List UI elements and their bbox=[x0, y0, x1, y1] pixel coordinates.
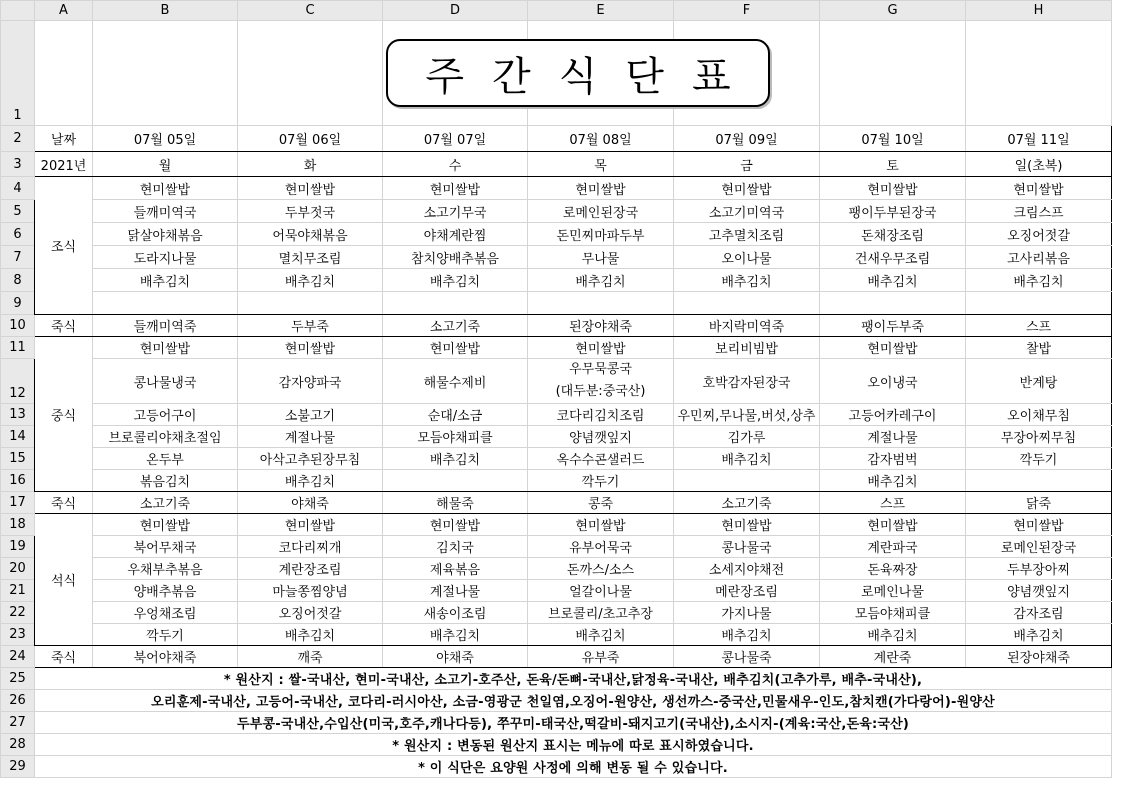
lunch-cell-r13-c1[interactable]: 소불고기 bbox=[238, 404, 383, 426]
porridge-am-cell-6[interactable]: 스프 bbox=[966, 315, 1112, 337]
row-6 bbox=[1, 223, 1112, 246]
dinner-cell-r22-c4[interactable]: 가지나물 bbox=[674, 602, 820, 624]
breakfast-cell-r8-c5[interactable]: 배추김치 bbox=[820, 269, 966, 292]
lunch-cell-r16-c0[interactable]: 볶음김치 bbox=[93, 470, 238, 492]
dinner-cell-r20-c1[interactable]: 계란장조림 bbox=[238, 558, 383, 580]
porridge-am-cell-3[interactable]: 된장야채죽 bbox=[528, 315, 674, 337]
lunch-cell-r12-c5[interactable]: 오이냉국 bbox=[820, 359, 966, 404]
lunch-cell-r14-c0[interactable]: 브로콜리야채초절임 bbox=[93, 426, 238, 448]
dinner-cell-r21-c3[interactable]: 얼갈이나물 bbox=[528, 580, 674, 602]
date-cell-3[interactable]: 07월 08일 bbox=[528, 126, 674, 152]
breakfast-cell-r7-c6[interactable]: 고사리볶음 bbox=[966, 246, 1112, 269]
porridge-noon-cell-6[interactable]: 닭죽 bbox=[966, 492, 1112, 514]
breakfast-cell-r9-c4[interactable] bbox=[674, 292, 820, 315]
row-9 bbox=[1, 292, 1112, 315]
dinner-cell-r18-c2[interactable]: 현미쌀밥 bbox=[383, 514, 528, 536]
dinner-cell-r18-c5[interactable]: 현미쌀밥 bbox=[820, 514, 966, 536]
lunch-cell-r15-c5[interactable]: 감자범벅 bbox=[820, 448, 966, 470]
porridge-pm-cell-5[interactable]: 계란죽 bbox=[820, 646, 966, 668]
column-header-B[interactable]: B bbox=[93, 1, 238, 21]
section-label-dinner[interactable]: 석식 bbox=[35, 514, 93, 646]
breakfast-cell-r7-c3[interactable]: 무나물 bbox=[528, 246, 674, 269]
dinner-cell-r20-c5[interactable]: 돈육짜장 bbox=[820, 558, 966, 580]
row-header-14[interactable]: 14 bbox=[1, 426, 35, 448]
lunch-cell-r16-c3[interactable]: 깍두기 bbox=[528, 470, 674, 492]
row-header-17[interactable]: 17 bbox=[1, 492, 35, 514]
lunch-cell-r13-c3[interactable]: 코다리김치조림 bbox=[528, 404, 674, 426]
dinner-cell-r20-c4[interactable]: 소세지야채전 bbox=[674, 558, 820, 580]
row-header-15[interactable]: 15 bbox=[1, 448, 35, 470]
lunch-cell-r11-c2[interactable]: 현미쌀밥 bbox=[383, 337, 528, 359]
porridge-noon-cell-0[interactable]: 소고기죽 bbox=[93, 492, 238, 514]
porridge-noon-cell-5[interactable]: 스프 bbox=[820, 492, 966, 514]
breakfast-cell-r8-c4[interactable]: 배추김치 bbox=[674, 269, 820, 292]
lunch-soup-origin-note: (대두분:중국산) bbox=[555, 384, 646, 399]
breakfast-cell-r5-c5[interactable]: 팽이두부된장국 bbox=[820, 200, 966, 223]
row-header-9[interactable]: 9 bbox=[1, 292, 35, 315]
dinner-cell-r23-c5[interactable]: 배추김치 bbox=[820, 624, 966, 646]
lunch-cell-r11-c3[interactable]: 현미쌀밥 bbox=[528, 337, 674, 359]
column-header-G[interactable]: G bbox=[820, 1, 966, 21]
porridge-pm-cell-2[interactable]: 야채죽 bbox=[383, 646, 528, 668]
date-cell-6[interactable]: 07월 11일 bbox=[966, 126, 1112, 152]
lunch-cell-r11-c0[interactable]: 현미쌀밥 bbox=[93, 337, 238, 359]
dinner-cell-r22-c6[interactable]: 감자조림 bbox=[966, 602, 1112, 624]
cell-G1[interactable] bbox=[820, 21, 966, 126]
breakfast-cell-r8-c3[interactable]: 배추김치 bbox=[528, 269, 674, 292]
lunch-cell-r12-c4[interactable]: 호박감자된장국 bbox=[674, 359, 820, 404]
dinner-cell-r21-c0[interactable]: 양배추볶음 bbox=[93, 580, 238, 602]
select-all-corner[interactable] bbox=[1, 1, 35, 21]
day-cell-2[interactable]: 수 bbox=[383, 152, 528, 177]
dinner-cell-r22-c5[interactable]: 모듬야채피클 bbox=[820, 602, 966, 624]
row-29 bbox=[1, 756, 1112, 778]
lunch-cell-r13-c4[interactable]: 우민찌,무나물,버섯,상추 bbox=[674, 404, 820, 426]
date-cell-0[interactable]: 07월 05일 bbox=[93, 126, 238, 152]
breakfast-cell-r5-c3[interactable]: 로메인된장국 bbox=[528, 200, 674, 223]
porridge-pm-cell-4[interactable]: 콩나물죽 bbox=[674, 646, 820, 668]
dinner-cell-r21-c6[interactable]: 양념깻잎지 bbox=[966, 580, 1112, 602]
porridge-noon-cell-4[interactable]: 소고기죽 bbox=[674, 492, 820, 514]
day-cell-3[interactable]: 목 bbox=[528, 152, 674, 177]
row-header-6[interactable]: 6 bbox=[1, 223, 35, 246]
breakfast-cell-r8-c6[interactable]: 배추김치 bbox=[966, 269, 1112, 292]
date-cell-4[interactable]: 07월 09일 bbox=[674, 126, 820, 152]
column-header-D[interactable]: D bbox=[383, 1, 528, 21]
row-5 bbox=[1, 200, 1112, 223]
row-26 bbox=[1, 690, 1112, 712]
dinner-cell-r19-c0[interactable]: 북어무채국 bbox=[93, 536, 238, 558]
column-header-A[interactable]: A bbox=[35, 1, 93, 21]
breakfast-cell-r7-c4[interactable]: 오이나물 bbox=[674, 246, 820, 269]
breakfast-cell-r8-c0[interactable]: 배추김치 bbox=[93, 269, 238, 292]
dinner-cell-r18-c1[interactable]: 현미쌀밥 bbox=[238, 514, 383, 536]
date-label-cell[interactable]: 날짜 bbox=[35, 126, 93, 152]
lunch-cell-r15-c0[interactable]: 온두부 bbox=[93, 448, 238, 470]
lunch-cell-r16-c4[interactable] bbox=[674, 470, 820, 492]
row-header-19[interactable]: 19 bbox=[1, 536, 35, 558]
porridge-pm-cell-1[interactable]: 깨죽 bbox=[238, 646, 383, 668]
row-4 bbox=[1, 177, 1112, 200]
day-cell-1[interactable]: 화 bbox=[238, 152, 383, 177]
row-17 bbox=[1, 492, 1112, 514]
row-8 bbox=[1, 269, 1112, 292]
breakfast-cell-r8-c2[interactable]: 배추김치 bbox=[383, 269, 528, 292]
breakfast-cell-r6-c3[interactable]: 돈민찌마파두부 bbox=[528, 223, 674, 246]
breakfast-cell-r7-c2[interactable]: 참치양배추볶음 bbox=[383, 246, 528, 269]
porridge-noon-cell-3[interactable]: 콩죽 bbox=[528, 492, 674, 514]
row-12 bbox=[1, 359, 1112, 404]
row-header-20[interactable]: 20 bbox=[1, 558, 35, 580]
dinner-cell-r18-c3[interactable]: 현미쌀밥 bbox=[528, 514, 674, 536]
lunch-cell-r12-c2[interactable]: 해물수제비 bbox=[383, 359, 528, 404]
breakfast-cell-r7-c1[interactable]: 멸치무조림 bbox=[238, 246, 383, 269]
row-21 bbox=[1, 580, 1112, 602]
breakfast-cell-r5-c4[interactable]: 소고기미역국 bbox=[674, 200, 820, 223]
section-label-porridge-noon[interactable]: 죽식 bbox=[35, 492, 93, 514]
dinner-cell-r22-c0[interactable]: 우엉채조림 bbox=[93, 602, 238, 624]
dinner-cell-r19-c4[interactable]: 콩나물국 bbox=[674, 536, 820, 558]
dinner-cell-r18-c6[interactable]: 현미쌀밥 bbox=[966, 514, 1112, 536]
row-14 bbox=[1, 426, 1112, 448]
row-23 bbox=[1, 624, 1112, 646]
row-header-8[interactable]: 8 bbox=[1, 269, 35, 292]
row-header-3[interactable]: 3 bbox=[1, 152, 35, 177]
lunch-cell-r12-c6[interactable]: 반계탕 bbox=[966, 359, 1112, 404]
dinner-cell-r19-c2[interactable]: 김치국 bbox=[383, 536, 528, 558]
row-header-24[interactable]: 24 bbox=[1, 646, 35, 668]
row-2 bbox=[1, 126, 1112, 152]
note-line-4[interactable]: * 이 식단은 요양원 사정에 의해 변동 될 수 있습니다. bbox=[35, 756, 1112, 778]
dinner-cell-r22-c1[interactable]: 오징어젓갈 bbox=[238, 602, 383, 624]
breakfast-cell-r8-c1[interactable]: 배추김치 bbox=[238, 269, 383, 292]
row-header-16[interactable]: 16 bbox=[1, 470, 35, 492]
lunch-cell-r13-c0[interactable]: 고등어구이 bbox=[93, 404, 238, 426]
breakfast-cell-r9-c0[interactable] bbox=[93, 292, 238, 315]
cell-A1[interactable] bbox=[35, 21, 93, 126]
lunch-cell-r13-c2[interactable]: 순대/소금 bbox=[383, 404, 528, 426]
breakfast-cell-r5-c0[interactable]: 들깨미역국 bbox=[93, 200, 238, 223]
year-label-cell[interactable]: 2021년 bbox=[35, 152, 93, 177]
section-label-lunch[interactable]: 중식 bbox=[35, 337, 93, 492]
dinner-cell-r21-c4[interactable]: 메란장조림 bbox=[674, 580, 820, 602]
lunch-cell-r14-c3[interactable]: 양념깻잎지 bbox=[528, 426, 674, 448]
dinner-cell-r20-c3[interactable]: 돈까스/소스 bbox=[528, 558, 674, 580]
date-cell-1[interactable]: 07월 06일 bbox=[238, 126, 383, 152]
breakfast-cell-r4-c5[interactable]: 현미쌀밥 bbox=[820, 177, 966, 200]
row-header-13[interactable]: 13 bbox=[1, 404, 35, 426]
column-header-F[interactable]: F bbox=[674, 1, 820, 21]
breakfast-cell-r4-c0[interactable]: 현미쌀밥 bbox=[93, 177, 238, 200]
row-header-25[interactable]: 25 bbox=[1, 668, 35, 690]
dinner-cell-r23-c4[interactable]: 배추김치 bbox=[674, 624, 820, 646]
row-header-2[interactable]: 2 bbox=[1, 126, 35, 152]
row-header-27[interactable]: 27 bbox=[1, 712, 35, 734]
day-cell-4[interactable]: 금 bbox=[674, 152, 820, 177]
porridge-noon-cell-1[interactable]: 야채죽 bbox=[238, 492, 383, 514]
lunch-cell-r11-c5[interactable]: 현미쌀밥 bbox=[820, 337, 966, 359]
porridge-noon-cell-2[interactable]: 해물죽 bbox=[383, 492, 528, 514]
porridge-am-cell-4[interactable]: 바지락미역죽 bbox=[674, 315, 820, 337]
porridge-pm-cell-3[interactable]: 유부죽 bbox=[528, 646, 674, 668]
row-10 bbox=[1, 315, 1112, 337]
porridge-pm-cell-6[interactable]: 된장야채죽 bbox=[966, 646, 1112, 668]
row-header-7[interactable]: 7 bbox=[1, 246, 35, 269]
dinner-cell-r22-c3[interactable]: 브로콜리/초고추장 bbox=[528, 602, 674, 624]
dinner-cell-r23-c6[interactable]: 배추김치 bbox=[966, 624, 1112, 646]
note-line-2[interactable]: 두부콩-국내산,수입산(미국,호주,캐나다등), 쭈꾸미-태국산,떡갈비-돼지고기(국내산),소시지-(계육:국산,돈육:국산) bbox=[35, 712, 1112, 734]
breakfast-cell-r4-c6[interactable]: 현미쌀밥 bbox=[966, 177, 1112, 200]
breakfast-cell-r6-c6[interactable]: 오징어젓갈 bbox=[966, 223, 1112, 246]
title-box bbox=[386, 39, 770, 107]
dinner-cell-r23-c0[interactable]: 깍두기 bbox=[93, 624, 238, 646]
row-header-28[interactable]: 28 bbox=[1, 734, 35, 756]
date-cell-5[interactable]: 07월 10일 bbox=[820, 126, 966, 152]
row-header-4[interactable]: 4 bbox=[1, 177, 35, 200]
breakfast-cell-r6-c1[interactable]: 어묵야채볶음 bbox=[238, 223, 383, 246]
lunch-cell-r16-c6[interactable] bbox=[966, 470, 1112, 492]
section-label-breakfast[interactable]: 조식 bbox=[35, 177, 93, 315]
lunch-cell-r15-c2[interactable]: 배추김치 bbox=[383, 448, 528, 470]
breakfast-cell-r4-c3[interactable]: 현미쌀밥 bbox=[528, 177, 674, 200]
dinner-cell-r23-c2[interactable]: 배추김치 bbox=[383, 624, 528, 646]
column-header-C[interactable]: C bbox=[238, 1, 383, 21]
row-header-12[interactable]: 12 bbox=[1, 359, 35, 404]
lunch-cell-r16-c5[interactable]: 배추김치 bbox=[820, 470, 966, 492]
lunch-cell-r15-c1[interactable]: 아삭고추된장무침 bbox=[238, 448, 383, 470]
dinner-cell-r23-c3[interactable]: 배추김치 bbox=[528, 624, 674, 646]
lunch-cell-r13-c5[interactable]: 고등어카레구이 bbox=[820, 404, 966, 426]
lunch-cell-r16-c2[interactable] bbox=[383, 470, 528, 492]
lunch-cell-r14-c4[interactable]: 김가루 bbox=[674, 426, 820, 448]
row-22 bbox=[1, 602, 1112, 624]
breakfast-cell-r4-c2[interactable]: 현미쌀밥 bbox=[383, 177, 528, 200]
row-28 bbox=[1, 734, 1112, 756]
row-18 bbox=[1, 514, 1112, 536]
breakfast-cell-r5-c6[interactable]: 크림스프 bbox=[966, 200, 1112, 223]
row-15 bbox=[1, 448, 1112, 470]
page-title: 주간식단표 bbox=[425, 53, 759, 100]
dinner-cell-r21-c5[interactable]: 로메인나물 bbox=[820, 580, 966, 602]
breakfast-cell-r9-c2[interactable] bbox=[383, 292, 528, 315]
note-line-3[interactable]: * 원산지 : 변동된 원산지 표시는 메뉴에 따로 표시하였습니다. bbox=[35, 734, 1112, 756]
breakfast-cell-r9-c6[interactable] bbox=[966, 292, 1112, 315]
column-header-E[interactable]: E bbox=[528, 1, 674, 21]
dinner-cell-r20-c0[interactable]: 우채부추볶음 bbox=[93, 558, 238, 580]
lunch-cell-r12-c1[interactable]: 감자양파국 bbox=[238, 359, 383, 404]
porridge-am-cell-1[interactable]: 두부죽 bbox=[238, 315, 383, 337]
breakfast-cell-r9-c1[interactable] bbox=[238, 292, 383, 315]
breakfast-cell-r5-c2[interactable]: 소고기무국 bbox=[383, 200, 528, 223]
row-header-22[interactable]: 22 bbox=[1, 602, 35, 624]
day-cell-0[interactable]: 월 bbox=[93, 152, 238, 177]
row-header-21[interactable]: 21 bbox=[1, 580, 35, 602]
row-11 bbox=[1, 337, 1112, 359]
row-header-23[interactable]: 23 bbox=[1, 624, 35, 646]
breakfast-cell-r6-c4[interactable]: 고추멸치조림 bbox=[674, 223, 820, 246]
dinner-cell-r20-c6[interactable]: 두부장아찌 bbox=[966, 558, 1112, 580]
lunch-soup-name: 우무묵콩국 bbox=[569, 362, 632, 377]
dinner-cell-r19-c1[interactable]: 코다리찌개 bbox=[238, 536, 383, 558]
breakfast-cell-r5-c1[interactable]: 두부젓국 bbox=[238, 200, 383, 223]
breakfast-cell-r4-c4[interactable]: 현미쌀밥 bbox=[674, 177, 820, 200]
cell-B1[interactable] bbox=[93, 21, 238, 126]
note-line-0[interactable]: * 원산지 : 쌀-국내산, 현미-국내산, 소고기-호주산, 돈육/돈뼈-국내산,닭정육-국내산, 배추김치(고추가루, 배추-국내산), bbox=[35, 668, 1112, 690]
column-header-H[interactable]: H bbox=[966, 1, 1112, 21]
lunch-cell-r15-c6[interactable]: 깍두기 bbox=[966, 448, 1112, 470]
breakfast-cell-r7-c0[interactable]: 도라지나물 bbox=[93, 246, 238, 269]
day-cell-6[interactable]: 일(초복) bbox=[966, 152, 1112, 177]
dinner-cell-r19-c3[interactable]: 유부어묵국 bbox=[528, 536, 674, 558]
breakfast-cell-r7-c5[interactable]: 건새우무조림 bbox=[820, 246, 966, 269]
date-cell-2[interactable]: 07월 07일 bbox=[383, 126, 528, 152]
dinner-cell-r21-c1[interactable]: 마늘쫑찜양념 bbox=[238, 580, 383, 602]
row-header-18[interactable]: 18 bbox=[1, 514, 35, 536]
lunch-cell-r11-c4[interactable]: 보리비빔밥 bbox=[674, 337, 820, 359]
lunch-cell-r16-c1[interactable]: 배추김치 bbox=[238, 470, 383, 492]
dinner-cell-r20-c2[interactable]: 제육볶음 bbox=[383, 558, 528, 580]
day-cell-5[interactable]: 토 bbox=[820, 152, 966, 177]
lunch-cell-r15-c3[interactable]: 옥수수콘샐러드 bbox=[528, 448, 674, 470]
row-13 bbox=[1, 404, 1112, 426]
row-header-11[interactable]: 11 bbox=[1, 337, 35, 359]
row-7 bbox=[1, 246, 1112, 269]
dinner-cell-r23-c1[interactable]: 배추김치 bbox=[238, 624, 383, 646]
row-header-1[interactable]: 1 bbox=[1, 21, 35, 126]
section-label-porridge-pm[interactable]: 죽식 bbox=[35, 646, 93, 668]
porridge-am-cell-2[interactable]: 소고기죽 bbox=[383, 315, 528, 337]
breakfast-cell-r9-c5[interactable] bbox=[820, 292, 966, 315]
breakfast-cell-r4-c1[interactable]: 현미쌀밥 bbox=[238, 177, 383, 200]
row-header-5[interactable]: 5 bbox=[1, 200, 35, 223]
breakfast-cell-r9-c3[interactable] bbox=[528, 292, 674, 315]
cell-H1[interactable] bbox=[966, 21, 1112, 126]
lunch-cell-r12-c3[interactable] bbox=[528, 359, 674, 404]
row-27 bbox=[1, 712, 1112, 734]
dinner-cell-r22-c2[interactable]: 새송이조림 bbox=[383, 602, 528, 624]
dinner-cell-r18-c0[interactable]: 현미쌀밥 bbox=[93, 514, 238, 536]
breakfast-cell-r6-c2[interactable]: 야채계란찜 bbox=[383, 223, 528, 246]
row-25 bbox=[1, 668, 1112, 690]
row-19 bbox=[1, 536, 1112, 558]
section-label-porridge-am[interactable]: 죽식 bbox=[35, 315, 93, 337]
lunch-cell-r12-c0[interactable]: 콩나물냉국 bbox=[93, 359, 238, 404]
row-24 bbox=[1, 646, 1112, 668]
row-header-29[interactable]: 29 bbox=[1, 756, 35, 778]
row-20 bbox=[1, 558, 1112, 580]
porridge-am-cell-0[interactable]: 들깨미역죽 bbox=[93, 315, 238, 337]
row-header-10[interactable]: 10 bbox=[1, 315, 35, 337]
row-header-26[interactable]: 26 bbox=[1, 690, 35, 712]
lunch-cell-r14-c2[interactable]: 모듬야채피클 bbox=[383, 426, 528, 448]
lunch-cell-r13-c6[interactable]: 오이채무침 bbox=[966, 404, 1112, 426]
lunch-cell-r14-c6[interactable]: 무장아찌무침 bbox=[966, 426, 1112, 448]
lunch-cell-r14-c5[interactable]: 계절나물 bbox=[820, 426, 966, 448]
row-3 bbox=[1, 152, 1112, 177]
lunch-cell-r14-c1[interactable]: 계절나물 bbox=[238, 426, 383, 448]
cell-C1[interactable] bbox=[238, 21, 383, 126]
breakfast-cell-r6-c0[interactable]: 닭살야채볶음 bbox=[93, 223, 238, 246]
dinner-cell-r19-c6[interactable]: 로메인된장국 bbox=[966, 536, 1112, 558]
dinner-cell-r21-c2[interactable]: 계절나물 bbox=[383, 580, 528, 602]
row-0 bbox=[1, 1, 1112, 21]
note-line-1[interactable]: 오리훈제-국내산, 고등어-국내산, 코다리-러시아산, 소금-영광군 천일염,오징어-원양산, 생선까스-중국산,민물새우-인도,참치캔(가다랑어)-원양산 bbox=[35, 690, 1112, 712]
breakfast-cell-r6-c5[interactable]: 돈채장조림 bbox=[820, 223, 966, 246]
porridge-am-cell-5[interactable]: 팽이두부죽 bbox=[820, 315, 966, 337]
lunch-cell-r15-c4[interactable]: 배추김치 bbox=[674, 448, 820, 470]
lunch-cell-r11-c1[interactable]: 현미쌀밥 bbox=[238, 337, 383, 359]
lunch-cell-r11-c6[interactable]: 찰밥 bbox=[966, 337, 1112, 359]
porridge-pm-cell-0[interactable]: 북어야채죽 bbox=[93, 646, 238, 668]
dinner-cell-r18-c4[interactable]: 현미쌀밥 bbox=[674, 514, 820, 536]
row-16 bbox=[1, 470, 1112, 492]
dinner-cell-r19-c5[interactable]: 계란파국 bbox=[820, 536, 966, 558]
